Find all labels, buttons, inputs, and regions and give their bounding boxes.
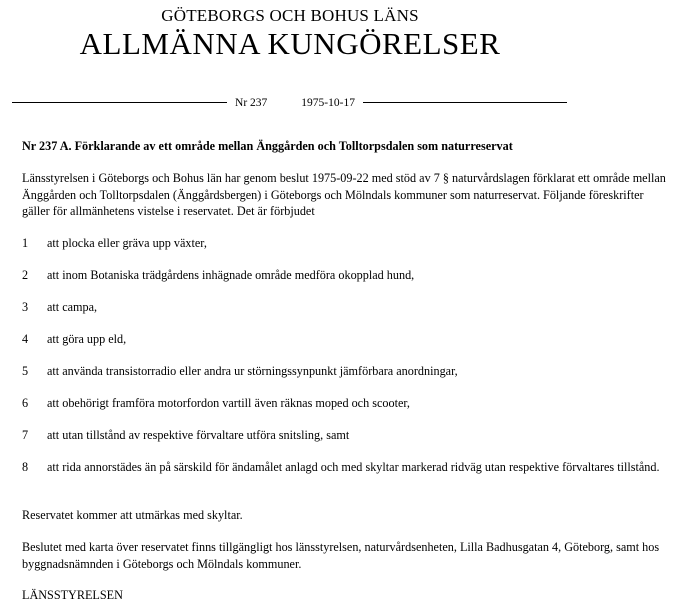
item-text: att rida annorstädes än på särskild för ändamålet anlagd och med skyltar markerad ridväg utan respektive förvaltares tillstånd.	[47, 460, 660, 474]
notice-title: Nr 237 A. Förklarande av ett område mellan Änggården och Tolltorpsdalen som naturreservat	[22, 139, 513, 153]
signature: LÄNSSTYRELSEN	[22, 588, 123, 602]
publication-title: ALLMÄNNA KUNGÖRELSER	[79, 26, 501, 61]
notice-intro: Länsstyrelsen i Göteborgs och Bohus län har genom beslut 1975-09-22 med stöd av 7 § naturvårdslagen förklarat ett område mellan Änggården och Tolltorpsdalen (Änggårdsbergen) i Göteborgs och Mölndals kommuner som naturreservat. Följande föreskrifter gäller för allmänhetens vistelse i reservatet. Det är förbjudet	[22, 171, 666, 218]
item-text: att inom Botaniska trädgårdens inhägnade område medföra okopplad hund,	[47, 268, 415, 282]
item-text: att använda transistorradio eller andra ur störningssynpunkt jämförbara anordningar,	[47, 364, 458, 378]
item-number: 4	[22, 332, 29, 346]
item-text: att utan tillstånd av respektive förvaltare utföra snitsling, samt	[47, 428, 350, 442]
availability-paragraph: Beslutet med karta över reservatet finns tillgängligt hos länsstyrelsen, naturvårdsenheten, Lilla Badhusgatan 4, Göteborg, samt hos byggnadsnämnden i Göteborgs och Mölndals kommuner.	[22, 540, 660, 571]
item-number: 7	[22, 428, 29, 442]
item-number: 3	[22, 300, 29, 314]
marking-paragraph: Reservatet kommer att utmärkas med skyltar.	[22, 508, 243, 522]
item-number: 8	[22, 460, 29, 474]
issue-number: Nr 237	[231, 97, 271, 109]
item-text: att plocka eller gräva upp växter,	[47, 236, 207, 250]
issue-date: 1975-10-17	[297, 97, 359, 109]
item-number: 2	[22, 268, 29, 282]
item-number: 5	[22, 364, 29, 378]
publication-subtitle: GÖTEBORGS OCH BOHUS LÄNS	[161, 6, 419, 25]
issue-line	[0, 97, 590, 109]
item-number: 1	[22, 236, 29, 250]
item-text: att campa,	[47, 300, 98, 314]
item-number: 6	[22, 396, 29, 410]
item-text: att obehörigt framföra motorfordon vartill även räknas moped och scooter,	[47, 396, 410, 410]
item-text: att göra upp eld,	[47, 332, 127, 346]
